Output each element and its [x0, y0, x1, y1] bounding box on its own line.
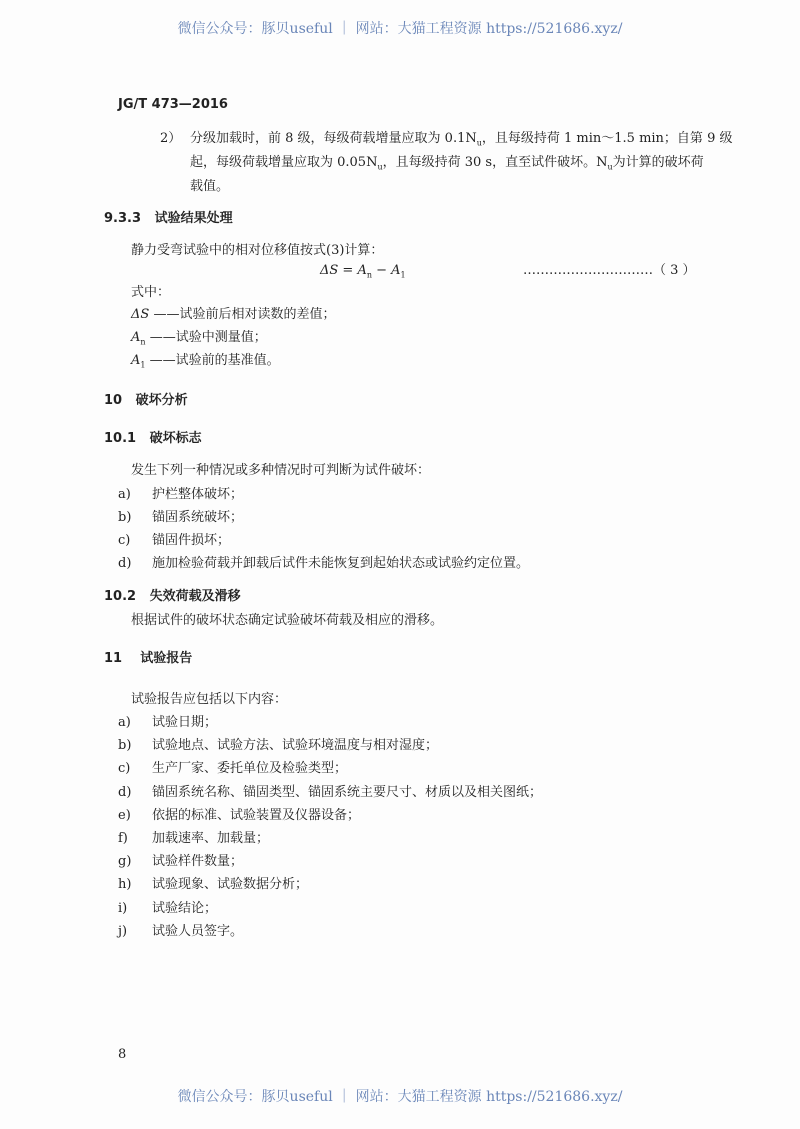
list-item — [118, 532, 230, 550]
definition: $A_1$ ——试验前的基准值。 — [131, 353, 280, 370]
list-text: 护栏整体破坏； — [152, 487, 244, 502]
list-text: 试验日期； — [152, 715, 218, 730]
list-item — [118, 509, 243, 527]
paragraph: 式中： — [131, 285, 171, 300]
list-text: 依据的标准、试验装置及仪器设备； — [152, 807, 361, 823]
list-label: g) — [118, 854, 132, 870]
list-text: 生产厂家、委托单位及检验类型； — [152, 761, 348, 777]
list-label: c) — [118, 761, 131, 777]
list-item — [118, 784, 542, 802]
watermark-top: 微信公众号：豚贝useful ｜ 网站：大猫工程资源 https://521686.xyz/ — [177, 21, 623, 37]
paragraph-line: 起，每级荷载增量应取为 $0.05N_u$，且每级持荷 30 s，直至试件破坏。$N_u$为计算的破坏荷 — [190, 155, 704, 172]
paragraph: 试验报告应包括以下内容： — [131, 692, 288, 707]
list-item — [118, 900, 217, 918]
list-label: a) — [118, 715, 131, 730]
list-text: 加载速率、加载量； — [152, 831, 270, 846]
definition: ΔS ——试验前后相对读数的差值； — [131, 307, 336, 322]
list-text: 施加检验荷载并卸载后试件未能恢复到起始状态或试验约定位置。 — [152, 556, 530, 571]
list-text: 试验地点、试验方法、试验环境温度与相对湿度； — [152, 738, 439, 754]
paragraph-line: 载值。 — [190, 179, 230, 194]
list-label: i) — [118, 900, 128, 916]
list-item — [118, 876, 308, 894]
formula: $\Delta S = A_n - A_1$ — [320, 263, 406, 280]
list-label: j) — [118, 923, 128, 939]
list-item — [118, 486, 243, 504]
list-item — [118, 760, 347, 778]
section-heading: 10 破坏分析 — [104, 393, 188, 408]
paragraph: 根据试件的破坏状态确定试验破坏荷载及相应的滑移。 — [131, 613, 444, 628]
list-item — [118, 714, 217, 732]
list-label: h) — [118, 877, 132, 893]
section-heading: 10.1 破坏标志 — [104, 431, 202, 446]
list-item — [118, 737, 438, 755]
list-label: c) — [118, 533, 131, 548]
list-text: 锚固系统名称、锚固类型、锚固系统主要尺寸、材质以及相关图纸； — [152, 784, 543, 800]
list-text: 试验现象、试验数据分析； — [152, 877, 309, 893]
paragraph-line: 分级加载时，前 8 级，每级荷载增量应取为 $0.1N_u$，且每级持荷 1 min～1.5 min；自第 9 级 — [190, 131, 733, 148]
list-text: 试验人员签字。 — [152, 923, 244, 939]
section-heading: 11 试验报告 — [104, 651, 193, 666]
list-item — [118, 830, 269, 848]
list-text: 锚固系统破坏； — [152, 510, 244, 525]
list-text: 试验结论； — [152, 900, 218, 916]
list-item — [118, 807, 360, 825]
list-label: d) — [118, 556, 132, 571]
list-label: e) — [118, 807, 131, 823]
list-item — [118, 555, 529, 573]
list-item — [118, 923, 243, 941]
list-label: f) — [118, 831, 128, 846]
watermark-bottom: 微信公众号：豚贝useful ｜ 网站：大猫工程资源 https://521686.xyz/ — [177, 1089, 623, 1105]
section-heading: 10.2 失效荷载及滑移 — [104, 589, 241, 604]
list-label: b) — [118, 510, 132, 525]
list-item — [118, 853, 243, 871]
item-label: 2） — [160, 131, 182, 146]
list-label: a) — [118, 487, 131, 502]
definition: $A_n$ ——试验中测量值； — [131, 330, 267, 347]
page-number: 8 — [118, 1047, 127, 1062]
paragraph: 静力受弯试验中的相对位移值按式(3)计算： — [131, 243, 384, 258]
list-text: 锚固件损坏； — [152, 533, 231, 548]
equation-number: …………………………（ 3 ） — [523, 263, 696, 278]
list-text: 试验样件数量； — [152, 854, 244, 870]
section-heading: 9.3.3 试验结果处理 — [104, 211, 233, 226]
list-label: b) — [118, 738, 132, 754]
list-label: d) — [118, 784, 132, 800]
paragraph: 发生下列一种情况或多种情况时可判断为试件破坏： — [131, 463, 431, 478]
doc-header: JG/T 473—2016 — [118, 97, 228, 112]
